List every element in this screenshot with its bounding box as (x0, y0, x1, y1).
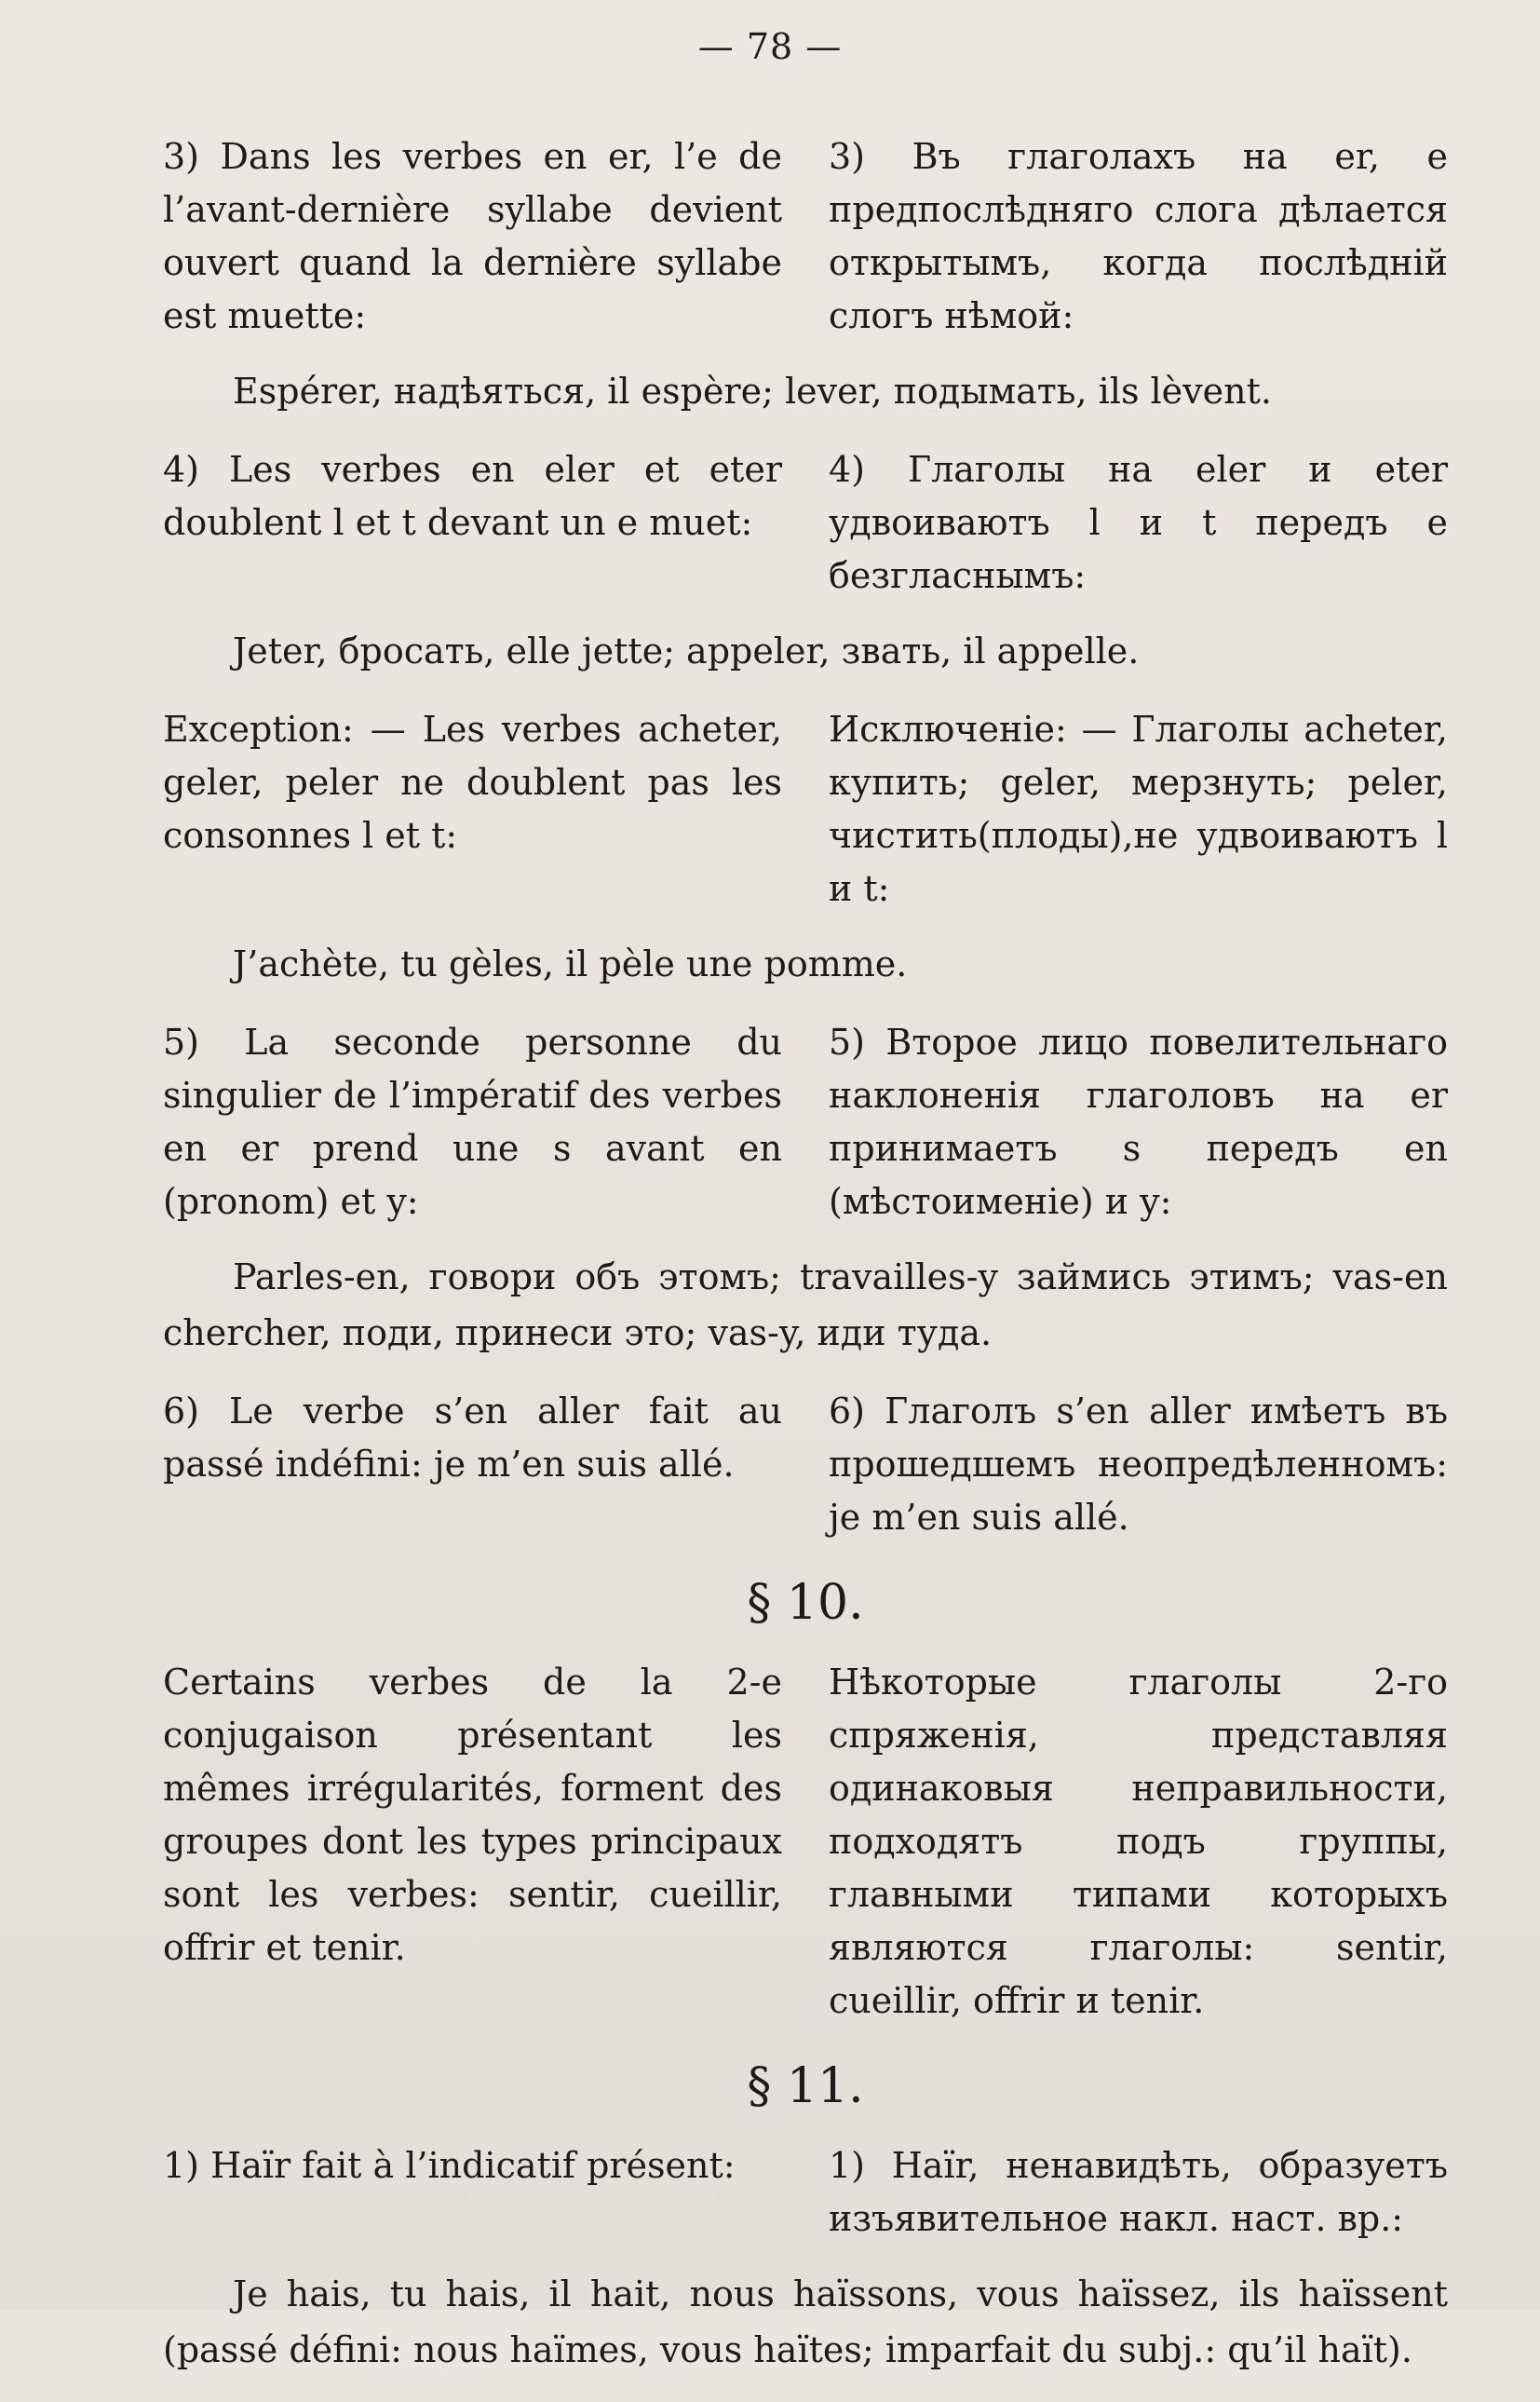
rule-3-russian: 3) Въ глаголахъ на er, e предпослѣдняго слога дѣлается открытымъ, когда послѣдній слогъ нѣмой: (829, 136, 1448, 336)
rule-6 (163, 1385, 1448, 1544)
section-11-french: 1) Haïr fait à l’indicatif présent: (163, 2145, 736, 2186)
rule-3-french: 3) Dans les verbes en er, l’e de l’avant-dernière syllabe devient ouvert quand la dernière syllabe est muette: (163, 136, 782, 336)
section-11-rule-1 (163, 2139, 1448, 2246)
exception-russian: Исключеніе: — Глаголы acheter, купить; geler, мерзнуть; peler, чистить(плоды),не удвоиваютъ l и t: (829, 709, 1448, 909)
page-number: — 78 — (697, 26, 843, 67)
rule-3-example: Espérer, надѣяться, il espère; lever, подымать, ils lèvent. (233, 371, 1272, 412)
rule-4-example: Jeter, бросать, elle jette; appeler, звать, il appelle. (233, 631, 1140, 672)
exception-example: J’achète, tu gèles, il pèle une pomme. (233, 943, 908, 984)
rule-5-russian: 5) Второе лицо повелительнаго наклоненія глаголовъ на er принимаетъ s передъ en (мѣстоименіе) и y: (829, 1022, 1448, 1222)
section-10-french: Certains verbes de la 2-e conjugaison présentant les mêmes irrégularités, forment des groupes dont les types principaux sont les verbes: sentir, cueillir, offrir et tenir. (163, 1662, 782, 1968)
section-11-heading: § 11. (747, 2058, 864, 2114)
exception-french: Exception: — Les verbes acheter, geler, peler ne doublent pas les consonnes l et t: (163, 709, 782, 856)
exception (163, 703, 1448, 916)
rule-5-example: Parles-en, говори объ этомъ; travailles-y займись этимъ; vas-en chercher, поди, принеси это; vas-y, иди туда. (163, 1256, 1448, 1353)
rule-6-russian: 6) Глаголъ s’en aller имѣетъ въ прошедшемъ неопредѣленномъ: je m’en suis allé. (829, 1391, 1448, 1538)
rule-4-french: 4) Les verbes en eler et eter doublent l et t devant un e muet: (163, 449, 782, 543)
page-content (163, 130, 1448, 2402)
rule-5 (163, 1016, 1448, 1228)
section-10-russian: Нѣкоторые глаголы 2-го спряженія, представляя одинаковыя неправильности, подходятъ подъ группы, главными типами которыхъ являются глаголы: sentir, cueillir, offrir и tenir. (829, 1662, 1448, 2021)
rule-6-french: 6) Le verbe s’en aller fait au passé indéfini: je m’en suis allé. (163, 1391, 782, 1485)
rule-4-russian: 4) Глаголы на eler и eter удвоиваютъ l и t передъ e безгласнымъ: (829, 449, 1448, 596)
rule-4 (163, 443, 1448, 603)
section-10-heading: § 10. (747, 1575, 864, 1631)
section-11-example: Je hais, tu hais, il hait, nous haïssons, vous haïssez, ils haïssent (passé défini: nous haïmes, vous haïtes; imparfait du subj.: qu’il haït). (163, 2273, 1448, 2370)
rule-5-french: 5) La seconde personne du singulier de l’impératif des verbes en er prend une s avant en (pronom) et y: (163, 1022, 782, 1222)
section-10-body (163, 1656, 1448, 2028)
rule-3 (163, 130, 1448, 343)
section-11-russian: 1) Haïr, ненавидѣть, образуетъ изъявительное накл. наст. вр.: (829, 2145, 1448, 2239)
